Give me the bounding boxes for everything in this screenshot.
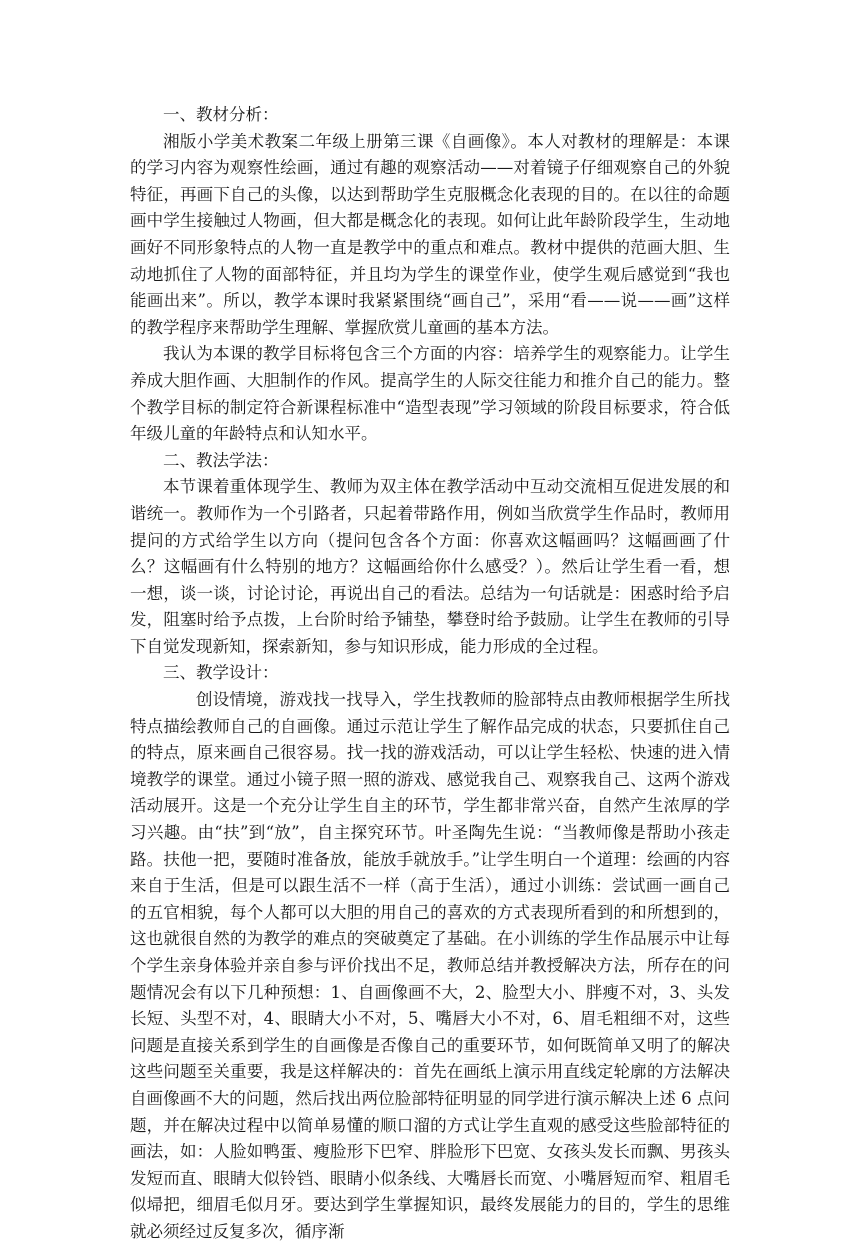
section-heading-2: 二、教法学法： (163, 450, 279, 470)
paragraph-teaching-goals: 我认为本课的教学目标将包含三个方面的内容：培养学生的观察能力。让学生养成大胆作画、大胆制作的作风。提高学生的人际交往能力和推介自己的能力。整个教学目标的制定符合新课程标准中“造型表现”学习领域的阶段目标要求，符合低年级儿童的年龄特点和认知水平。 (130, 344, 730, 444)
paragraph-teaching-methods: 本节课着重体现学生、教师为双主体在教学活动中互动交流相互促进发展的和谐统一。教师作为一个引路者，只起着带路作用，例如当欣赏学生作品时，教师用提问的方式给学生以方向（提问包含各个方面：你喜欢这幅画吗？这幅画画了什么？这幅画有什么特别的地方？这幅画给你什么感受？）。然后让学生看一看，想一想，谈一谈，讨论讨论，再说出自己的看法。总结为一句话就是：困惑时给予启发，阻塞时给予点拨，上台阶时给予铺垫，攀登时给予鼓励。让学生在教师的引导下自觉发现新知，探索新知，参与知识形成，能力形成的全过程。 (130, 477, 730, 656)
section-heading-1: 一、教材分析： (163, 105, 279, 124)
paragraph-teaching-design: 创设情境，游戏找一找导入，学生找教师的脸部特点由教师根据学生所找特点描绘教师自己的自画像。通过示范让学生了解作品完成的状态，只要抓住自己的特点，原来画自己很容易。找一找的游戏活动，可以让学生轻松、快速的进入情境教学的课堂。通过小镜子照一照的游戏、感觉我自己、观察我自己、这两个游戏活动展开。这是一个充分让学生自主的环节，学生都非常兴奋，自然产生浓厚的学习兴趣。由“扶”到“放”，自主探究环节。叶圣陶先生说：“当教师像是帮助小孩走路。扶他一把，要随时准备放，能放手就放手。”让学生明白一个道理：绘画的内容来自于生活，但是可以跟生活不一样（高于生活），通过小训练：尝试画一画自己的五官相貌，每个人都可以大胆的用自己的喜欢的方式表现所看到的和所想到的，这也就很自然的为教学的难点的突破奠定了基础。在小训练的学生作品展示中让每个学生亲身体验并亲自参与评价找出不足，教师总结并教授解决方法，所存在的问题情况会有以下几种预想：1、自画像画不大，2、脸型大小、胖瘦不对，3、头发长短、头型不对，4、眼睛大小不对，5、嘴唇大小不对，6、眉毛粗细不对，这些问题是直接关系到学生的自画像是否像自己的重要环节，如何既简单又明了的解决这些问题至关重要，我是这样解决的：首先在画纸上演示用直线定轮廓的方法解决自画像画不大的问题，然后找出两位脸部特征明显的同学进行演示解决上述 6 点问题，并在解决过程中以简单易懂的顺口溜的方式让学生直观的感受这些脸部特征的画法，如：人脸如鸭蛋、瘦脸形下巴窄、胖脸形下巴宽、女孩头发长而飘、男孩头发短而直、眼睛大似铃铛、眼睛小似条线、大嘴唇长而宽、小嘴唇短而窄、粗眉毛似埽把，细眉毛似月牙。要达到学生掌握知识，最终发展能力的目的，学生的思维就必须经过反复多次，循序渐 (130, 690, 730, 1241)
paragraph-textbook-analysis: 湘版小学美术教案二年级上册第三课《自画像》。本人对教材的理解是：本课的学习内容为观察性绘画，通过有趣的观察活动——对着镜子仔细观察自己的外貌特征，再画下自己的头像，以达到帮助学生克服概念化表现的目的。在以往的命题画中学生接触过人物画，但大都是概念化的表现。如何让此年龄阶段学生，生动地画好不同形象特点的人物一直是教学中的重点和难点。教材中提供的范画大胆、生动地抓住了人物的面部特征，并且均为学生的课堂作业，使学生观后感觉到“我也能画出来”。所以，教学本课时我紧紧围绕“画自己”，采用“看——说——画”这样的教学程序来帮助学生理解、掌握欣赏儿童画的基本方法。 (130, 131, 730, 337)
section-heading-3: 三、教学设计： (163, 663, 279, 683)
document-body (130, 102, 730, 1246)
